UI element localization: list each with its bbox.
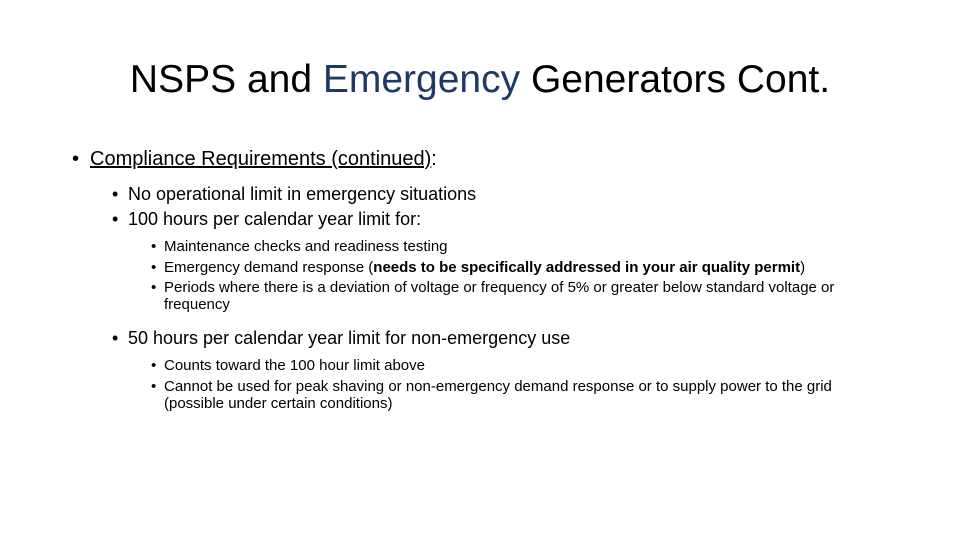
bullet-text: Cannot be used for peak shaving or non-emergency demand response or to supply power to the grid (possible under certain conditions) xyxy=(164,377,832,412)
bullet-50-hours xyxy=(72,328,872,348)
sub-bullet-counts xyxy=(72,358,872,375)
bullet-compliance-requirements xyxy=(72,148,872,170)
bullet-text: Periods where there is a deviation of voltage or frequency of 5% or greater below standard voltage or frequency xyxy=(164,279,835,314)
bullet-icon: • xyxy=(151,377,157,395)
bullet-icon: • xyxy=(151,237,157,255)
bullet-text: 100 hours per calendar year limit for: xyxy=(128,208,422,229)
underlined-heading: Compliance Requirements (continued) xyxy=(90,148,432,170)
demand-emphasis: needs to be specifically addressed in your air quality permit xyxy=(373,258,801,276)
bullet-text: No operational limit in emergency situations xyxy=(128,184,477,205)
bullet-text xyxy=(90,148,437,170)
demand-suffix: ) xyxy=(800,258,806,276)
bullet-icon: • xyxy=(112,327,119,348)
bullet-text: Maintenance checks and readiness testing xyxy=(164,237,448,255)
sub-bullet-cannot-be-used xyxy=(72,379,872,413)
slide-title xyxy=(0,58,960,102)
bullet-icon: • xyxy=(151,258,157,276)
sub-bullet-maintenance xyxy=(72,239,872,256)
bullet-text: Counts toward the 100 hour limit above xyxy=(164,357,425,375)
bullet-text xyxy=(164,260,864,277)
heading-suffix: : xyxy=(431,148,437,170)
title-part-1: NSPS and xyxy=(129,58,323,101)
bullet-100-hours xyxy=(72,209,872,229)
bullet-no-operational-limit xyxy=(72,184,872,204)
title-part-2: Generators Cont. xyxy=(520,58,831,101)
bullet-icon: • xyxy=(72,148,80,170)
title-accent-word: Emergency xyxy=(322,58,521,101)
sub-bullet-periods xyxy=(72,280,872,314)
sub-bullet-demand-response xyxy=(72,260,872,277)
demand-prefix: Emergency demand response ( xyxy=(164,258,374,276)
bullet-icon: • xyxy=(112,208,119,229)
bullet-text: 50 hours per calendar year limit for non-emergency use xyxy=(128,327,571,348)
bullet-icon: • xyxy=(151,279,157,297)
bullet-icon: • xyxy=(151,357,157,375)
bullet-icon: • xyxy=(112,184,119,205)
bullet-list xyxy=(72,148,872,412)
